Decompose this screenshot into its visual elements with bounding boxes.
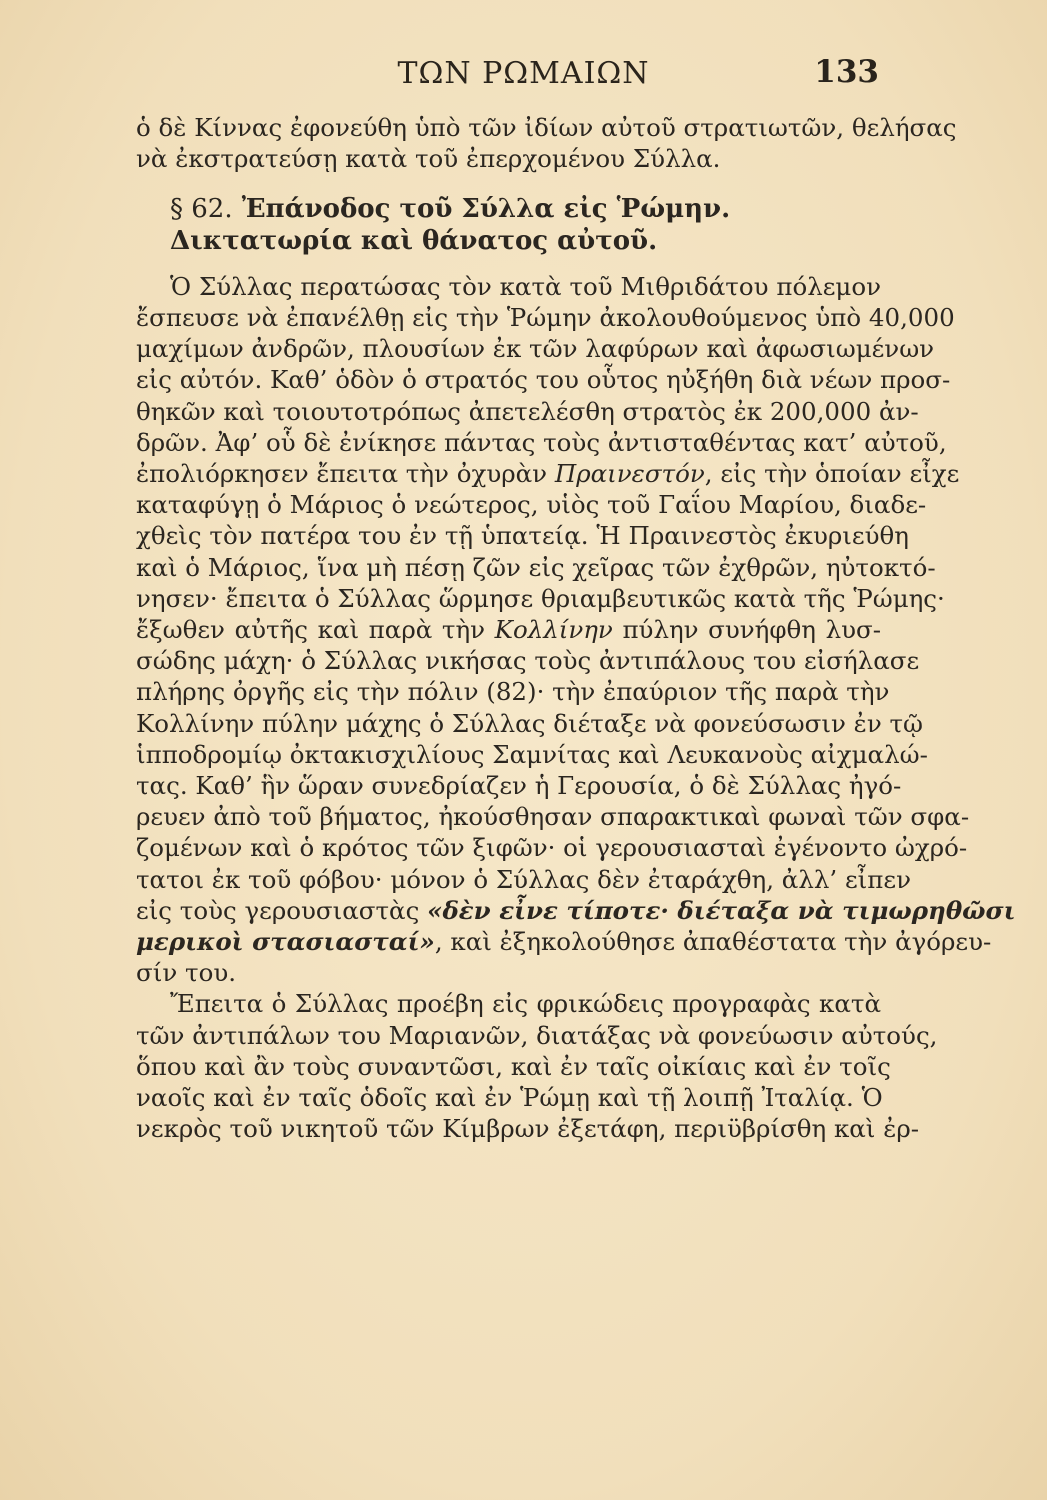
text-line	[136, 614, 881, 645]
text-line: εἰς αὐτόν. Καθ’ ὁδὸν ὁ στρατός του οὗτος ηὐξήθη διὰ νέων προσ-	[136, 365, 951, 395]
text-segment: εἰς τοὺς γερουσιαστὰς	[136, 895, 420, 925]
text-line: σίν του.	[136, 958, 236, 988]
text-line: μαχίμων ἀνδρῶν, πλουσίων ἐκ τῶν λαφύρων καὶ ἀφωσιωμένων	[136, 334, 935, 364]
text-line: Ὁ Σύλλας περατώσας τὸν κατὰ τοῦ Μιθριδάτου πόλεμον	[170, 271, 881, 301]
text-line: ἔσπευσε νὰ ἐπανέλθῃ εἰς τὴν Ῥώμην ἀκολουθούμενος ὑπὸ 40,000	[136, 303, 955, 333]
text-line: ναοῖς καὶ ἐν ταῖς ὁδοῖς καὶ ἐν Ῥώμῃ καὶ τῇ λοιπῇ Ἰταλίᾳ. Ὁ	[136, 1083, 883, 1113]
text-line: καταφύγῃ ὁ Μάριος ὁ νεώτερος, υἱὸς τοῦ Γαΐου Μαρίου, διαδε-	[136, 490, 927, 520]
quote: «δὲν εἶνε τίποτε· διέταξα νὰ τιμωρηθῶσι	[427, 895, 1016, 925]
text-line: ρευεν ἀπὸ τοῦ βήματος, ἠκούσθησαν σπαρακτικαὶ φωναὶ τῶν σφα-	[136, 802, 970, 832]
section-title-line2: Δικτατωρία καὶ θάνατος αὐτοῦ.	[170, 225, 658, 256]
text-segment: ἔξωθεν αὐτῆς καὶ παρὰ τὴν	[136, 615, 486, 645]
text-line: δρῶν. Ἀφ’ οὗ δὲ ἐνίκησε πάντας τοὺς ἀντισταθέντας κατ’ αὐτοῦ,	[136, 427, 947, 457]
place-name-colline: Κολλίνην	[494, 615, 613, 645]
quote: μερικοὶ στασιασταί»	[136, 927, 435, 957]
text-line: νὰ ἐκστρατεύσῃ κατὰ τοῦ ἐπερχομένου Σύλλα.	[136, 144, 721, 174]
section-heading	[136, 194, 881, 225]
text-line: τας. Καθ’ ἣν ὥραν συνεδρίαζεν ἡ Γερουσία, ὁ δὲ Σύλλας ἠγό-	[136, 771, 902, 801]
text-line: πλήρης ὀργῆς εἰς τὴν πόλιν (82)· τὴν ἐπαύριον τῆς παρὰ τὴν	[136, 677, 890, 707]
running-title: ΤΩΝ ΡΩΜΑΙΩΝ	[397, 56, 650, 91]
place-name-praeneste: Πραινεστόν	[554, 459, 705, 489]
text-line: χθεὶς τὸν πατέρα του ἐν τῇ ὑπατείᾳ. Ἡ Πραινεστὸς ἐκυριεύθη	[136, 521, 909, 551]
text-line: νεκρὸς τοῦ νικητοῦ τῶν Κίμβρων ἐξετάφη, περιϋβρίσθη καὶ ἐρ-	[136, 1114, 920, 1144]
text-line: νησεν· ἔπειτα ὁ Σύλλας ὥρμησε θριαμβευτικῶς κατὰ τῆς Ῥώμης·	[136, 583, 945, 613]
text-line	[136, 458, 960, 489]
text-segment: ἐπολιόρκησεν ἔπειτα τὴν ὀχυρὰν	[136, 459, 548, 489]
text-line: σώδης μάχη· ὁ Σύλλας νικήσας τοὺς ἀντιπάλους του εἰσήλασε	[136, 646, 920, 676]
text-line	[136, 926, 992, 957]
text-segment: πύλην συνήφθη λυσ-	[622, 615, 881, 645]
text-line: θηκῶν καὶ τοιουτοτρόπως ἀπετελέσθη στρατὸς ἐκ 200,000 ἀν-	[136, 396, 919, 426]
text-line: ἱπποδρομίῳ ὀκτακισχιλίους Σαμνίτας καὶ Λευκανοὺς αἰχμαλώ-	[136, 739, 928, 769]
text-line: Κολλίνην πύλην μάχης ὁ Σύλλας διέταξε νὰ φονεύσωσιν ἐν τῷ	[136, 708, 924, 738]
text-line: ὅπου καὶ ἂν τοὺς συναντῶσι, καὶ ἐν ταῖς οἰκίαις καὶ ἐν τοῖς	[136, 1051, 891, 1081]
text-line: ὁ δὲ Κίννας ἐφονεύθη ὑπὸ τῶν ἰδίων αὐτοῦ στρατιωτῶν, θελήσας	[136, 113, 957, 142]
text-line: ζομένων καὶ ὁ κρότος τῶν ξιφῶν· οἱ γερουσιασταὶ ἐγένοντο ὠχρό-	[136, 833, 968, 863]
paragraph-1	[136, 271, 1016, 989]
text-line: Ἔπειτα ὁ Σύλλας προέβη εἰς φρικώδεις προγραφὰς κατὰ	[170, 989, 881, 1019]
text-line: τῶν ἀντιπάλων του Μαριανῶν, διατάξας νὰ φονεύωσιν αὐτούς,	[136, 1020, 938, 1050]
page-header	[0, 52, 1047, 102]
text-line: τατοι ἐκ τοῦ φόβου· μόνον ὁ Σύλλας δὲν ἐταράχθη, ἀλλ’ εἶπεν	[136, 864, 911, 894]
text-segment: , εἰς τὴν ὁποίαν εἶχε	[704, 459, 960, 489]
section-title-line1: Ἐπάνοδος τοῦ Σύλλα εἰς Ῥώμην.	[241, 194, 731, 225]
text-line	[136, 895, 1016, 926]
section-number: § 62.	[170, 194, 233, 225]
intro-paragraph	[136, 112, 957, 174]
text-line: καὶ ὁ Μάριος, ἵνα μὴ πέσῃ ζῶν εἰς χεῖρας τῶν ἐχθρῶν, ηὐτοκτό-	[136, 552, 936, 582]
page-body	[136, 112, 1016, 1145]
text-segment: , καὶ ἐξηκολούθησε ἀπαθέστατα τὴν ἀγόρευ-	[434, 927, 992, 957]
page-number: 133	[814, 54, 879, 90]
paragraph-2	[136, 988, 938, 1144]
